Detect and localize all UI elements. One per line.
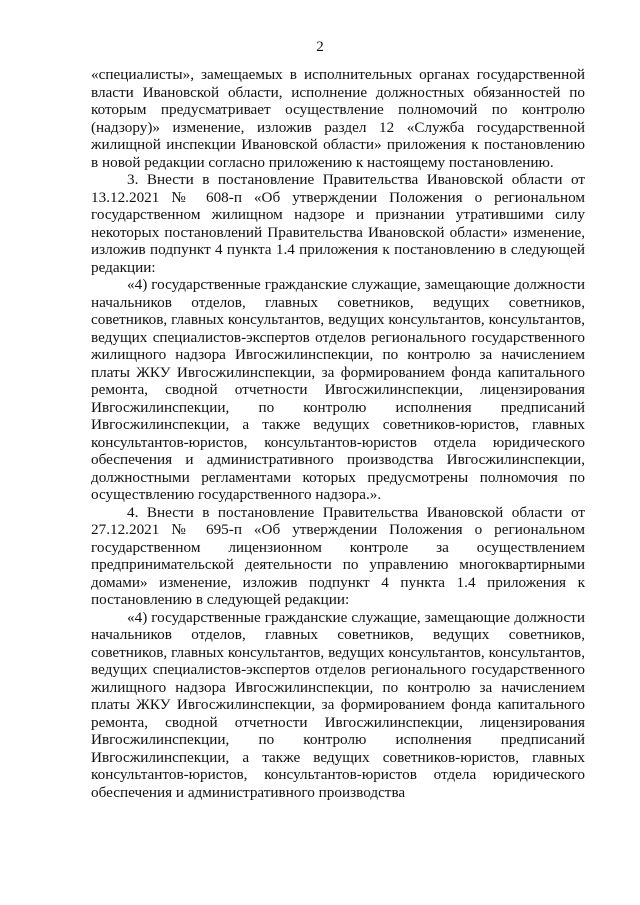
page-number: 2 xyxy=(316,39,324,55)
paragraph-item-4: 4. Внести в постановление Правительства Ивановской области от 27.12.2021 № 695-п «Об утверждении Положения о региональном государственном лицензионном контроле за осуществлением предпринимательской деятельности по управлению многоквартирными домами» изменение, изложив подпункт 4 пункта 1.4 приложения к постановлению в следующей редакции: xyxy=(91,503,585,608)
paragraph-subitem-4-first: «4) государственные гражданские служащие, замещающие должности начальников отделов, главных советников, ведущих советников, советников, главных консультантов, ведущих консультантов, консультантов, ведущих специалистов-экспертов отделов регионального государственного жилищного надзора Ивгосжилинспекции, по контролю за начислением платы ЖКУ Ивгосжилинспекции, за формированием фонда капитального ремонта, сводной отчетности Ивгосжилинспекции, лицензирования Ивгосжилинспекции, по контролю исполнения предписаний Ивгосжилинспекции, а также ведущих советников-юристов, главных консультантов-юристов, консультантов-юристов отдела юридического обеспечения и административного производства Ивгосжилинспекции, должностными регламентами которых предусмотрены полномочия по осуществлению государственного надзора.». xyxy=(91,276,585,503)
document-body xyxy=(91,66,585,801)
paragraph-continuation: «специалисты», замещаемых в исполнительных органах государственной власти Ивановской области, исполнение должностных обязанностей по которым предусматривает осуществление полномочий по контролю (надзору)» изменение, изложив раздел 12 «Служба государственной жилищной инспекции Ивановской области» приложения к постановлению в новой редакции согласно приложению к настоящему постановлению. xyxy=(91,66,585,171)
paragraph-subitem-4-second: «4) государственные гражданские служащие, замещающие должности начальников отделов, главных советников, ведущих советников, советников, главных консультантов, ведущих консультантов, консультантов, ведущих специалистов-экспертов отделов регионального государственного жилищного надзора Ивгосжилинспекции, по контролю за начислением платы ЖКУ Ивгосжилинспекции, за формированием фонда капитального ремонта, сводной отчетности Ивгосжилинспекции, лицензирования Ивгосжилинспекции, по контролю исполнения предписаний Ивгосжилинспекции, а также ведущих советников-юристов, главных консультантов-юристов, консультантов-юристов отдела юридического обеспечения и административного производства xyxy=(91,608,585,801)
paragraph-item-3: 3. Внести в постановление Правительства Ивановской области от 13.12.2021 № 608-п «Об утверждении Положения о региональном государственном жилищном надзоре и признании утратившими силу некоторых постановлений Правительства Ивановской области» изменение, изложив подпункт 4 пункта 1.4 приложения к постановлению в следующей редакции: xyxy=(91,171,585,276)
